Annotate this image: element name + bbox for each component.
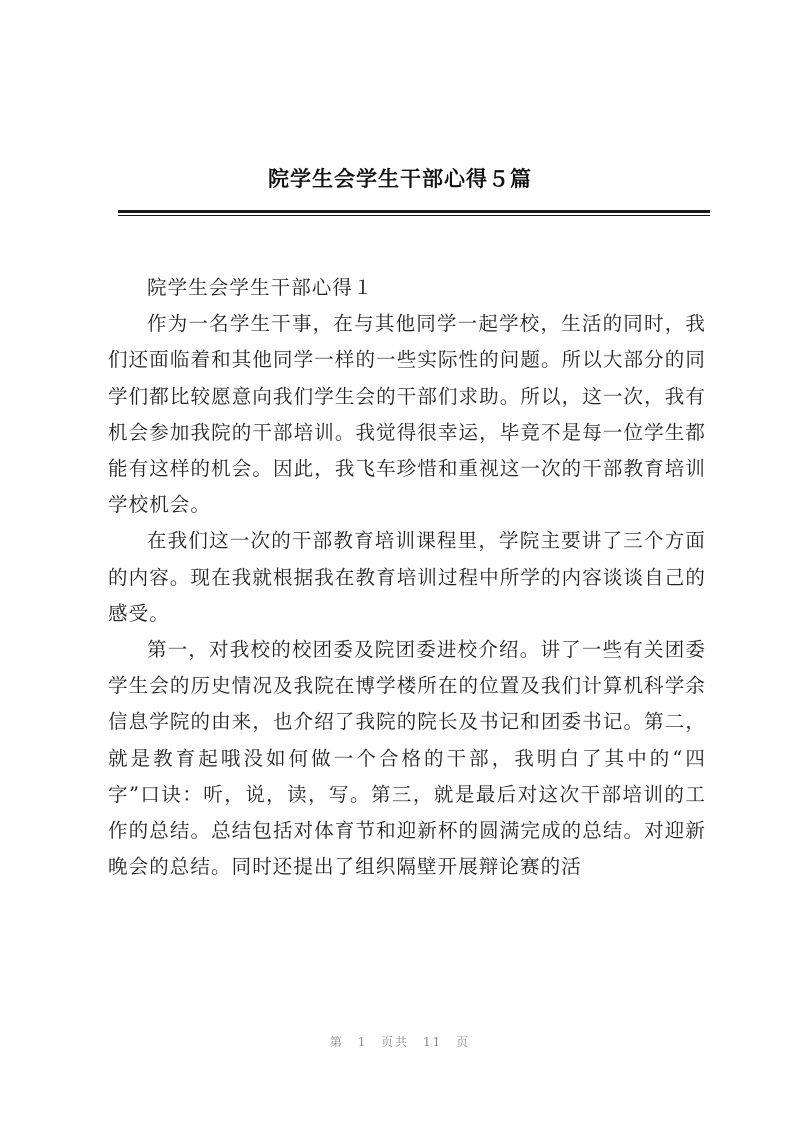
title-divider: [118, 210, 710, 213]
document-body: [108, 270, 706, 885]
paragraph: 作为一名学生干事，在与其他同学一起学校，生活的同时，我们还面临着和其他同学一样的一些实际性的问题。所以大部分的同学们都比较愿意向我们学生会的干部们求助。所以，这一次，我有机会参加我院的干部培训。我觉得很幸运，毕竟不是每一位学生都能有这样的机会。因此，我飞车珍惜和重视这一次的干部教育培训学校机会。: [108, 312, 706, 517]
paragraph: 第一，对我校的校团委及院团委进校介绍。讲了一些有关团委学生会的历史情况及我院在博学楼所在的位置及我们计算机科学余信息学院的由来，也介绍了我院的院长及书记和团委书记。第二，就是教育起哦没如何做一个合格的干部，我明白了其中的“四字”口诀：听，说，读，写。第三，就是最后对这次干部培训的工作的总结。总结包括对体育节和迎新杯的圆满完成的总结。对迎新晚会的总结。同时还提出了组织隔壁开展辩论赛的活: [108, 638, 706, 879]
title-divider-thin: [118, 215, 710, 216]
paragraph: 在我们这一次的干部教育培训课程里，学院主要讲了三个方面的内容。现在我就根据我在教育培训过程中所学的内容谈谈自己的感受。: [108, 529, 706, 625]
page-title: 院学生会学生干部心得５篇: [268, 167, 532, 191]
page-footer: 第 1 页共 11 页: [329, 1035, 471, 1049]
section-heading: 院学生会学生干部心得１: [147, 276, 374, 299]
